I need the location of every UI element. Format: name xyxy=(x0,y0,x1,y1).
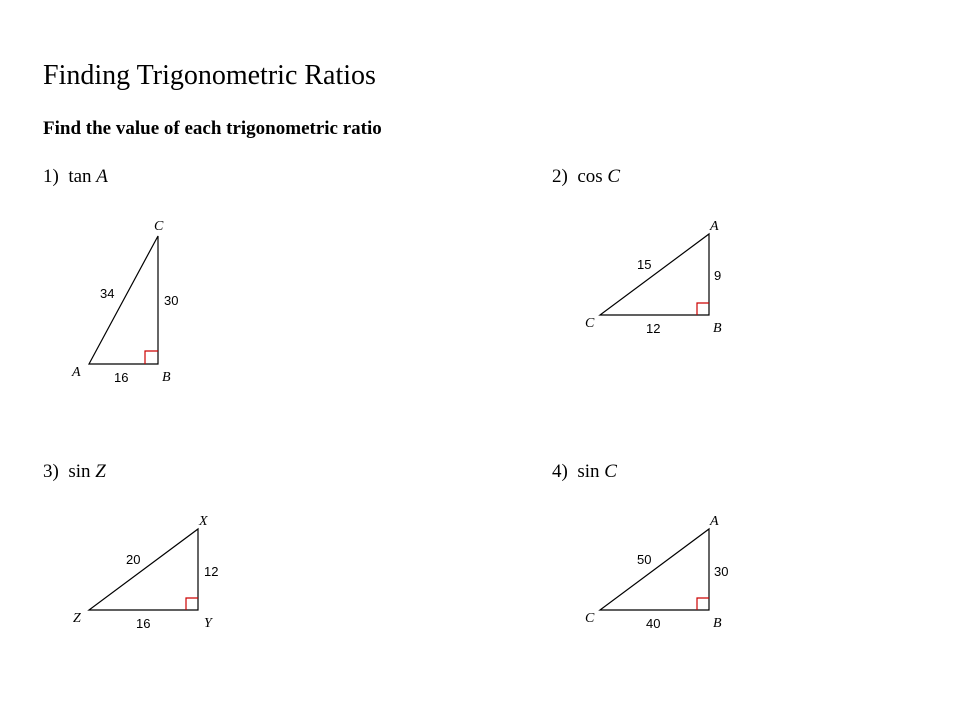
triangle-2-side-horizontal: 12 xyxy=(646,321,661,336)
worksheet-title: Finding Trigonometric Ratios xyxy=(43,60,376,91)
triangle-3-side-horizontal: 16 xyxy=(136,616,151,631)
triangle-1-side-vertical: 30 xyxy=(164,293,179,308)
triangle-4 xyxy=(585,514,728,631)
problem-2-number: 2) xyxy=(552,166,568,187)
triangle-3-side-vertical: 12 xyxy=(204,564,219,579)
triangle-1-side-horizontal: 16 xyxy=(114,370,129,385)
triangle-2-side-vertical: 9 xyxy=(714,268,722,283)
triangle-1 xyxy=(71,219,178,385)
triangle-1-vertex-left: A xyxy=(72,365,81,380)
problem-2-function: cos xyxy=(577,166,603,187)
triangle-1-vertex-top: C xyxy=(154,219,164,234)
problem-4-function: sin xyxy=(577,461,600,482)
triangle-4-vertex-right: B xyxy=(713,616,722,631)
triangle-3 xyxy=(73,514,218,631)
triangle-2 xyxy=(585,219,722,336)
triangle-2-vertex-right: B xyxy=(713,321,722,336)
triangle-4-right-angle-marker xyxy=(697,598,709,610)
triangle-2-outline xyxy=(600,234,709,315)
problem-1-function: tan xyxy=(68,166,92,187)
problem-4-number: 4) xyxy=(552,461,568,482)
triangle-4-vertex-top: A xyxy=(710,514,719,529)
problem-2-angle: C xyxy=(607,166,621,187)
triangle-3-vertex-right: Y xyxy=(204,616,212,631)
problem-4-angle: C xyxy=(604,461,617,482)
problem-3-function: sin xyxy=(68,461,91,482)
triangle-3-vertex-left: Z xyxy=(73,611,81,626)
worksheet-instructions: Find the value of each trigonometric ratio xyxy=(43,118,382,139)
triangle-4-side-vertical: 30 xyxy=(714,564,729,579)
triangle-3-right-angle-marker xyxy=(186,598,198,610)
problem-1-angle: A xyxy=(96,166,108,187)
problem-3-angle: Z xyxy=(95,461,106,482)
triangle-4-side-hypotenuse: 50 xyxy=(637,552,652,567)
triangle-2-vertex-top: A xyxy=(710,219,719,234)
triangle-3-vertex-top: X xyxy=(199,514,208,529)
triangle-2-vertex-left: C xyxy=(585,316,595,331)
triangle-4-vertex-left: C xyxy=(585,611,595,626)
triangle-1-vertex-right: B xyxy=(162,370,171,385)
triangle-4-side-horizontal: 40 xyxy=(646,616,661,631)
triangle-1-right-angle-marker xyxy=(145,351,158,364)
triangle-1-side-hypotenuse: 34 xyxy=(100,286,115,301)
triangle-3-outline xyxy=(89,529,198,610)
triangle-4-outline xyxy=(600,529,709,610)
triangle-2-side-hypotenuse: 15 xyxy=(637,257,652,272)
triangle-3-side-hypotenuse: 20 xyxy=(126,552,141,567)
problem-1-number: 1) xyxy=(43,166,59,187)
problem-3-number: 3) xyxy=(43,461,59,482)
triangle-2-right-angle-marker xyxy=(697,303,709,315)
